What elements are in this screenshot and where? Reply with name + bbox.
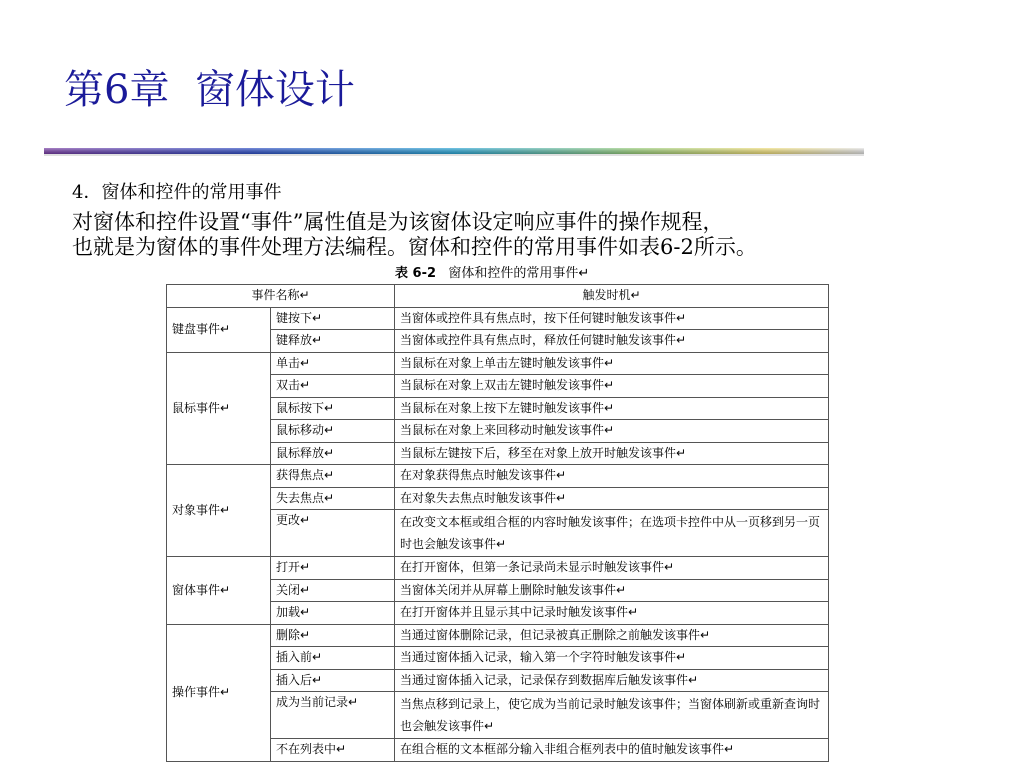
table-row	[167, 307, 829, 330]
event-cell: 插入前↵	[271, 647, 395, 670]
event-cell: 不在列表中↵	[271, 739, 395, 762]
trigger-cell: 当鼠标在对象上双击左键时触发该事件↵	[395, 375, 829, 398]
body-line-1: 对窗体和控件设置“事件”属性值是为该窗体设定响应事件的操作规程，	[72, 210, 724, 234]
trigger-cell: 在改变文本框或组合框的内容时触发该事件；在选项卡控件中从一页移到另一页时也会触发该事件↵	[395, 510, 829, 557]
trigger-cell: 当鼠标在对象上来回移动时触发该事件↵	[395, 420, 829, 443]
header-event-name: 事件名称↵	[167, 285, 395, 308]
trigger-cell: 当鼠标左键按下后，移至在对象上放开时触发该事件↵	[395, 442, 829, 465]
event-cell: 成为当前记录↵	[271, 692, 395, 739]
trigger-cell: 当通过窗体插入记录，记录保存到数据库后触发该事件↵	[395, 669, 829, 692]
table-caption-title: 窗体和控件的常用事件↵	[448, 266, 590, 281]
trigger-cell: 当窗体或控件具有焦点时，按下任何键时触发该事件↵	[395, 307, 829, 330]
trigger-cell: 在打开窗体，但第一条记录尚未显示时触发该事件↵	[395, 557, 829, 580]
event-cell: 鼠标移动↵	[271, 420, 395, 443]
trigger-cell: 当鼠标在对象上按下左键时触发该事件↵	[395, 397, 829, 420]
category-cell: 对象事件↵	[167, 465, 271, 557]
body-line-2: 也就是为窗体的事件处理方法编程。窗体和控件的常用事件如表6-2所示。	[72, 235, 757, 259]
category-cell: 键盘事件↵	[167, 307, 271, 352]
trigger-cell: 在打开窗体并且显示其中记录时触发该事件↵	[395, 602, 829, 625]
event-cell: 鼠标按下↵	[271, 397, 395, 420]
event-cell: 键按下↵	[271, 307, 395, 330]
event-cell: 打开↵	[271, 557, 395, 580]
event-cell: 插入后↵	[271, 669, 395, 692]
events-table	[166, 284, 829, 762]
table-row	[167, 352, 829, 375]
event-cell: 加载↵	[271, 602, 395, 625]
table-header-row	[167, 285, 829, 308]
category-cell: 窗体事件↵	[167, 557, 271, 625]
trigger-cell: 在组合框的文本框部分输入非组合框列表中的值时触发该事件↵	[395, 739, 829, 762]
table-row	[167, 557, 829, 580]
trigger-cell: 当焦点移到记录上，使它成为当前记录时触发该事件；当窗体刷新或重新查询时也会触发该事件↵	[395, 692, 829, 739]
event-cell: 更改↵	[271, 510, 395, 557]
trigger-cell: 当通过窗体插入记录，输入第一个字符时触发该事件↵	[395, 647, 829, 670]
body-paragraph	[72, 210, 932, 260]
table-caption	[395, 266, 589, 282]
event-cell: 鼠标释放↵	[271, 442, 395, 465]
slide-title: 第6章 窗体设计	[64, 67, 355, 113]
trigger-cell: 当窗体关闭并从屏幕上删除时触发该事件↵	[395, 579, 829, 602]
table-row	[167, 624, 829, 647]
event-cell: 键释放↵	[271, 330, 395, 353]
trigger-cell: 当通过窗体删除记录，但记录被真正删除之前触发该事件↵	[395, 624, 829, 647]
event-cell: 双击↵	[271, 375, 395, 398]
event-cell: 获得焦点↵	[271, 465, 395, 488]
title-divider-rule	[44, 144, 864, 158]
event-cell: 关闭↵	[271, 579, 395, 602]
section-heading: 4．窗体和控件的常用事件	[72, 182, 282, 203]
event-cell: 失去焦点↵	[271, 487, 395, 510]
table-row	[167, 465, 829, 488]
event-cell: 单击↵	[271, 352, 395, 375]
trigger-cell: 在对象失去焦点时触发该事件↵	[395, 487, 829, 510]
category-cell: 操作事件↵	[167, 624, 271, 761]
event-cell: 删除↵	[271, 624, 395, 647]
trigger-cell: 在对象获得焦点时触发该事件↵	[395, 465, 829, 488]
trigger-cell: 当鼠标在对象上单击左键时触发该事件↵	[395, 352, 829, 375]
header-trigger-time: 触发时机↵	[395, 285, 829, 308]
table-caption-number: 表 6-2	[395, 266, 437, 281]
category-cell: 鼠标事件↵	[167, 352, 271, 465]
trigger-cell: 当窗体或控件具有焦点时，释放任何键时触发该事件↵	[395, 330, 829, 353]
